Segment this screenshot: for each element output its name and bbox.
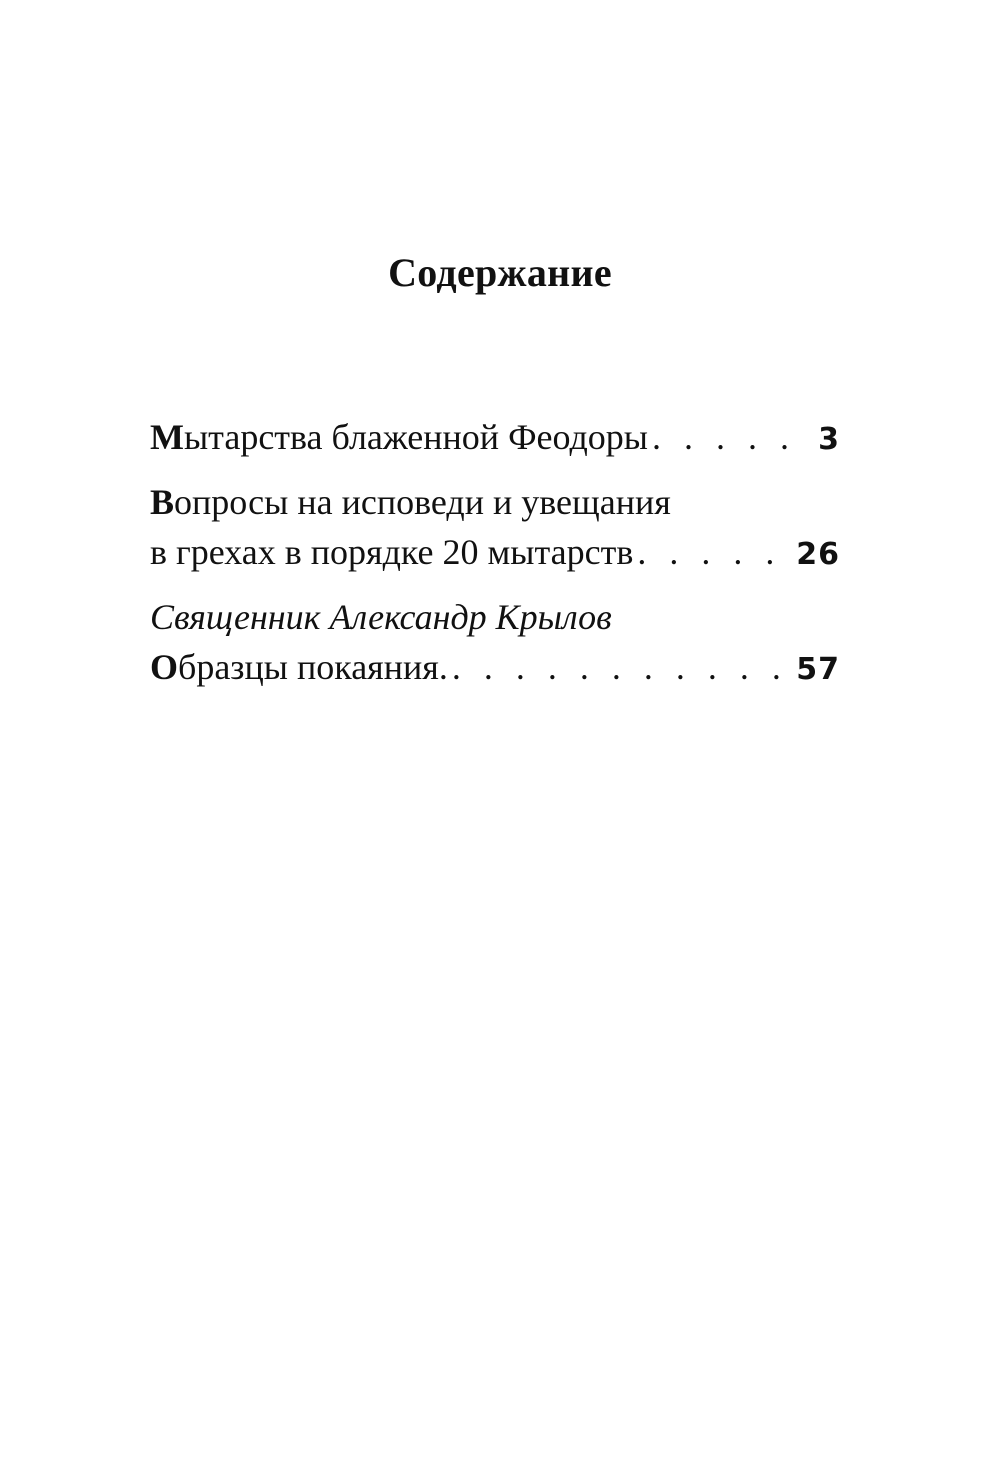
toc-entry-text [150,642,448,692]
toc-entry-initial: О [150,647,179,687]
toc-page-number: 57 [796,652,840,687]
dot-leader [637,527,790,577]
toc-entry-line [150,642,840,695]
table-of-contents [150,412,840,695]
dot-leader [452,642,790,692]
toc-entry-title-continued: в грехах в порядке 20 мытарств [150,532,634,572]
toc-entry-author: Священник Александр Крылов [150,597,612,637]
toc-entry-line [150,477,840,527]
toc-page-number: 26 [796,537,840,572]
toc-entry-2[interactable] [150,477,840,580]
toc-entry-initial: В [150,482,175,522]
toc-page-number: 3 [818,422,840,457]
toc-entry-line [150,527,840,580]
toc-entry-text [150,412,648,462]
toc-entry-title: бразцы покаяния. [178,647,448,687]
toc-entry-1[interactable] [150,412,840,465]
dot-leader [652,412,812,462]
toc-entry-line [150,412,840,465]
toc-entry-3[interactable] [150,592,840,695]
toc-entry-title: опросы на исповеди и увещания [174,482,671,522]
page-title: Содержание [388,250,612,295]
toc-entry-title: ытарства блаженной Феодоры [183,417,648,457]
toc-entry-initial: М [150,417,184,457]
